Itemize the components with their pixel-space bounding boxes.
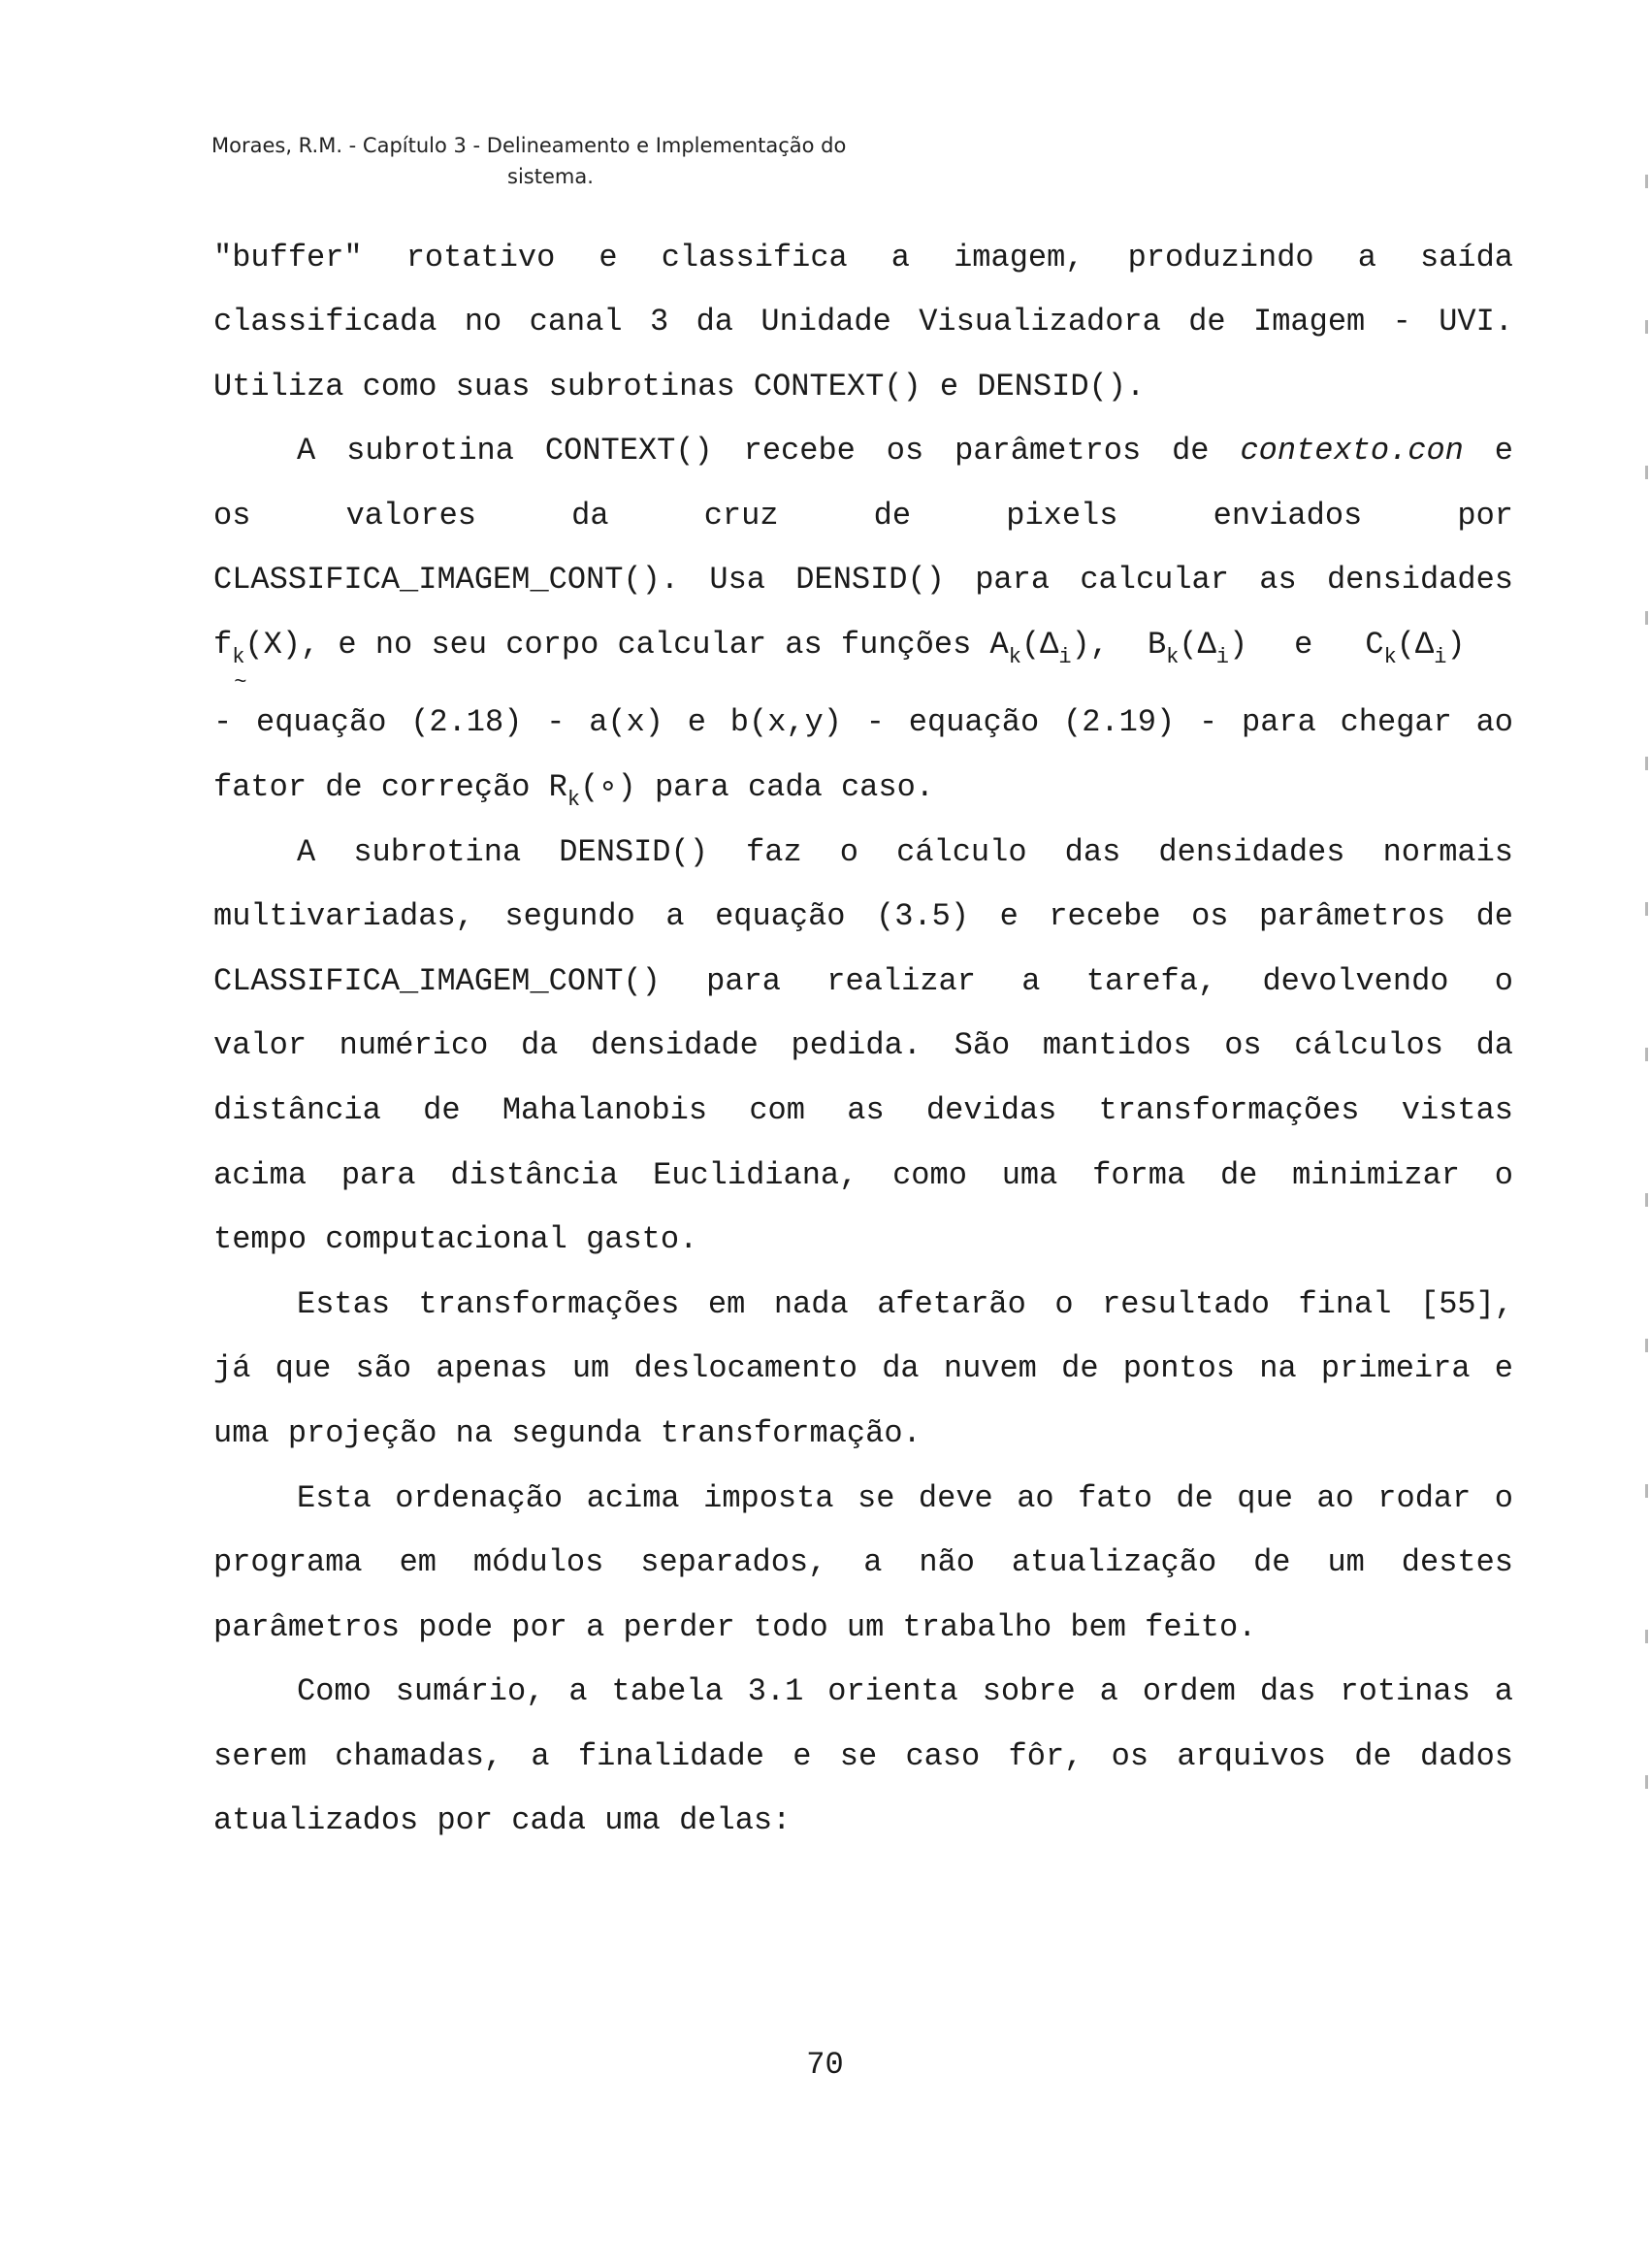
text-line: CLASSIFICA_IMAGEM_CONT() para realizar a tarefa, devolvendo o <box>213 963 1513 999</box>
text-span: ) <box>1228 627 1248 663</box>
running-header-line-1: Moraes, R.M. - Capítulo 3 - Delineamento e Implementação do <box>211 134 847 157</box>
text-line: atualizados por cada uma delas: <box>213 1802 792 1838</box>
running-header <box>211 130 1084 192</box>
text-span: e <box>1294 627 1313 663</box>
text-line <box>213 418 1513 483</box>
text-span: A subrotina CONTEXT() recebe os parâmetros de <box>297 433 1241 469</box>
text-span: ) <box>1446 627 1466 663</box>
page-number: 70 <box>806 2047 844 2083</box>
subscript-k: k <box>1383 645 1397 669</box>
text-line: Estas transformações em nada afetarão o resultado final [55], <box>297 1286 1513 1322</box>
text-span: (Δ <box>1020 627 1059 663</box>
text-span: (∘) para cada caso. <box>580 769 934 805</box>
formula-line <box>213 612 1513 677</box>
symbol-a: A <box>989 627 1009 663</box>
text-span: e <box>1463 433 1514 469</box>
text-span: fator de correção R <box>213 769 567 805</box>
text-line: serem chamadas, a finalidade e se caso fôr, os arquivos de dados <box>213 1738 1513 1774</box>
text-span: (Δ <box>1179 627 1216 663</box>
text-line: Utiliza como suas subrotinas CONTEXT() e DENSID(). <box>213 369 1146 405</box>
subscript-k: k <box>1166 645 1180 669</box>
subscript-k: $_k$ ~ <box>232 645 244 669</box>
symbol-f: f <box>213 627 233 663</box>
symbol-b: B <box>1147 627 1167 663</box>
text-line: os valores da cruz de pixels enviados por <box>213 498 1513 534</box>
subscript-i: i <box>1434 645 1447 669</box>
text-line: CLASSIFICA_IMAGEM_CONT(). Usa DENSID() para calcular as densidades <box>213 562 1513 598</box>
subscript-i: i <box>1058 645 1072 669</box>
text-line: tempo computacional gasto. <box>213 1221 698 1257</box>
text-span: (X) <box>244 627 302 663</box>
text-line: programa em módulos separados, a não atualização de um destes <box>213 1544 1513 1580</box>
text-line: acima para distância Euclidiana, como uma forma de minimizar o <box>213 1157 1513 1193</box>
subscript-k: k <box>566 788 581 812</box>
subscript-i: i <box>1215 645 1229 669</box>
text-line: Como sumário, a tabela 3.1 orienta sobre a ordem das rotinas a <box>297 1673 1513 1709</box>
text-span: , e no seu corpo calcular as funções <box>301 627 990 663</box>
text-line: distância de Mahalanobis com as devidas transformações vistas <box>213 1092 1513 1128</box>
text-line: já que são apenas um deslocamento da nuvem de pontos na primeira e <box>213 1350 1513 1386</box>
filename: contexto.con <box>1240 433 1464 469</box>
text-line: parâmetros pode por a perder todo um trabalho bem feito. <box>213 1609 1257 1645</box>
symbol-c: C <box>1365 627 1384 663</box>
subscript-k: k <box>1008 645 1021 669</box>
text-line: Esta ordenação acima imposta se deve ao fato de que ao rodar o <box>297 1480 1513 1516</box>
text-line: "buffer" rotativo e classifica a imagem, produzindo a saída <box>213 240 1513 275</box>
text-line: - equação (2.18) - a(x) e b(x,y) - equação (2.19) - para chegar ao <box>213 704 1513 740</box>
text-line: uma projeção na segunda transformação. <box>213 1415 922 1451</box>
scan-edge-marks <box>1645 175 1648 1824</box>
text-line: A subrotina DENSID() faz o cálculo das densidades normais <box>297 834 1513 870</box>
text-span: ), <box>1071 627 1109 663</box>
text-span: (Δ <box>1396 627 1435 663</box>
text-line: classificada no canal 3 da Unidade Visualizadora de Imagem - UVI. <box>213 304 1513 340</box>
text-line: multivariadas, segundo a equação (3.5) e recebe os parâmetros de <box>213 898 1513 934</box>
text-line <box>213 755 1513 820</box>
text-line: valor numérico da densidade pedida. São mantidos os cálculos da <box>213 1027 1513 1063</box>
running-header-line-2: sistema. <box>507 165 594 188</box>
